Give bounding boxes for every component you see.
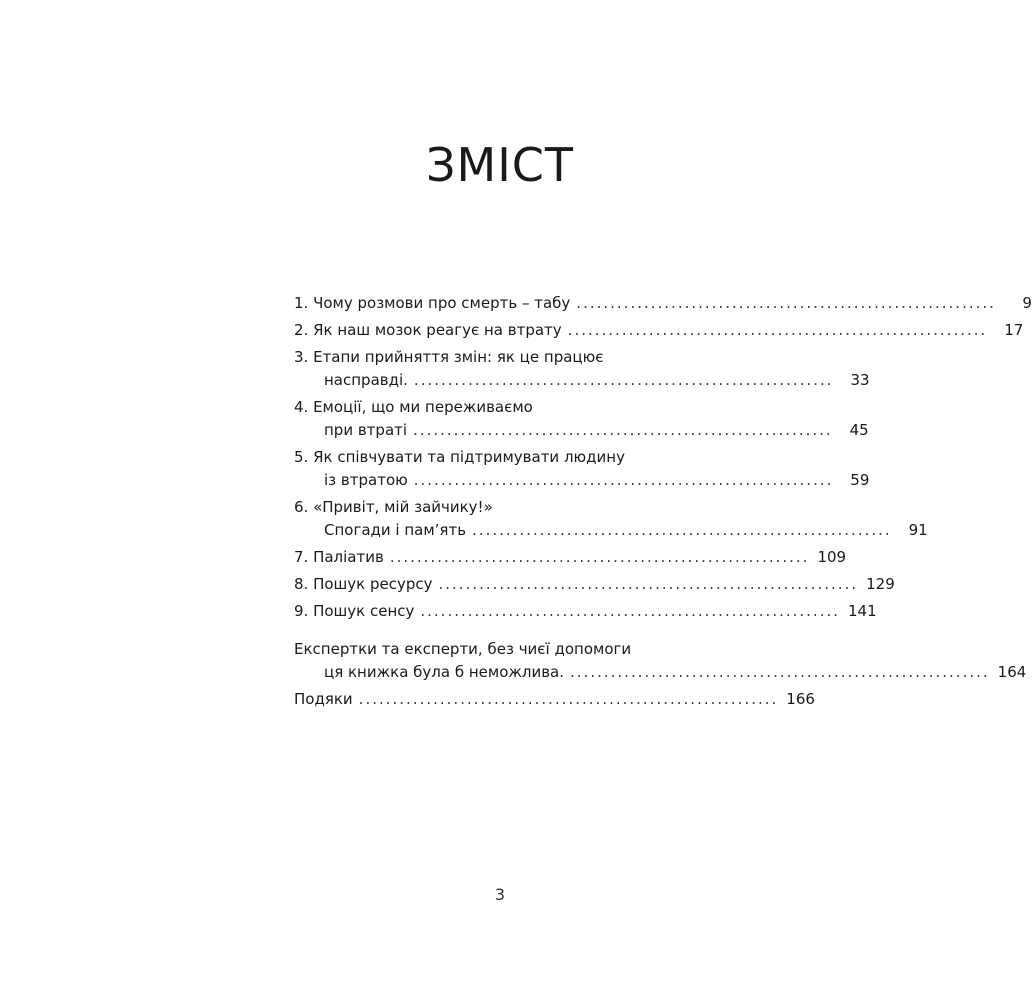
toc-entry-title: Експертки та експерти, без чиєї допомоги bbox=[294, 640, 632, 658]
toc-entry-title-continued: насправді. bbox=[324, 371, 408, 389]
toc-page-number: 141 bbox=[848, 602, 877, 620]
toc-entry-title: 7. Паліатив bbox=[294, 548, 384, 566]
table-of-contents bbox=[294, 292, 1032, 715]
toc-entry bbox=[294, 688, 815, 711]
toc-entry-title-continued: ця книжка була б неможлива. bbox=[324, 663, 565, 681]
leader-dots: .............................................................. bbox=[570, 663, 990, 681]
toc-entry-title: 1. Чому розмови про смерть – табу bbox=[294, 294, 571, 312]
leader-dots: .............................................................. bbox=[567, 321, 988, 339]
leader-dots: .............................................................. bbox=[413, 421, 833, 439]
toc-entry bbox=[294, 396, 869, 442]
toc-entry bbox=[294, 346, 870, 392]
toc-page-number: 9 bbox=[1022, 294, 1032, 312]
toc-entry bbox=[294, 496, 928, 542]
toc-entry bbox=[294, 446, 870, 492]
toc-entry-title-continued: при втраті bbox=[324, 421, 408, 439]
toc-entry-title: 9. Пошук сенсу bbox=[294, 602, 415, 620]
leader-dots: .............................................................. bbox=[389, 548, 810, 566]
toc-page-number: 59 bbox=[850, 471, 870, 489]
page-title: ЗМІСТ bbox=[426, 138, 574, 192]
toc-page-number: 91 bbox=[908, 521, 928, 539]
toc-entry-title: 6. «Привіт, мій зайчику!» bbox=[294, 498, 493, 516]
toc-page-number: 166 bbox=[786, 690, 815, 708]
toc-entry bbox=[294, 573, 895, 596]
toc-page-number: 129 bbox=[866, 575, 895, 593]
toc-page-number: 109 bbox=[817, 548, 847, 566]
toc-page-number: 17 bbox=[1004, 321, 1024, 339]
toc-page-number: 33 bbox=[850, 371, 870, 389]
leader-dots: .............................................................. bbox=[358, 690, 779, 708]
toc-entry-title: 2. Як наш мозок реагує на втрату bbox=[294, 321, 562, 339]
page-number: 3 bbox=[494, 885, 506, 904]
toc-entry-title: 5. Як співчувати та підтримувати людину bbox=[294, 448, 625, 466]
toc-entry-title-continued: Спогади і пам’ять bbox=[324, 521, 467, 539]
leader-dots: .............................................................. bbox=[472, 521, 892, 539]
toc-entry bbox=[294, 600, 877, 623]
leader-dots: .............................................................. bbox=[438, 575, 859, 593]
toc-page-number: 164 bbox=[997, 663, 1027, 681]
toc-entry bbox=[294, 638, 1027, 684]
toc-entry-title: 8. Пошук ресурсу bbox=[294, 575, 433, 593]
leader-dots: .............................................................. bbox=[576, 294, 996, 312]
leader-dots: .............................................................. bbox=[413, 371, 834, 389]
toc-entry bbox=[294, 546, 847, 569]
leader-dots: .............................................................. bbox=[420, 602, 840, 620]
toc-entry-title: 3. Етапи прийняття змін: як це працює bbox=[294, 348, 604, 366]
toc-entry bbox=[294, 319, 1024, 342]
toc-entry-title: 4. Емоції, що ми переживаємо bbox=[294, 398, 533, 416]
toc-page-number: 45 bbox=[849, 421, 869, 439]
toc-entry-title: Подяки bbox=[294, 690, 353, 708]
toc-entry bbox=[294, 292, 1032, 315]
toc-entry-title-continued: із втратою bbox=[324, 471, 408, 489]
leader-dots: .............................................................. bbox=[413, 471, 834, 489]
